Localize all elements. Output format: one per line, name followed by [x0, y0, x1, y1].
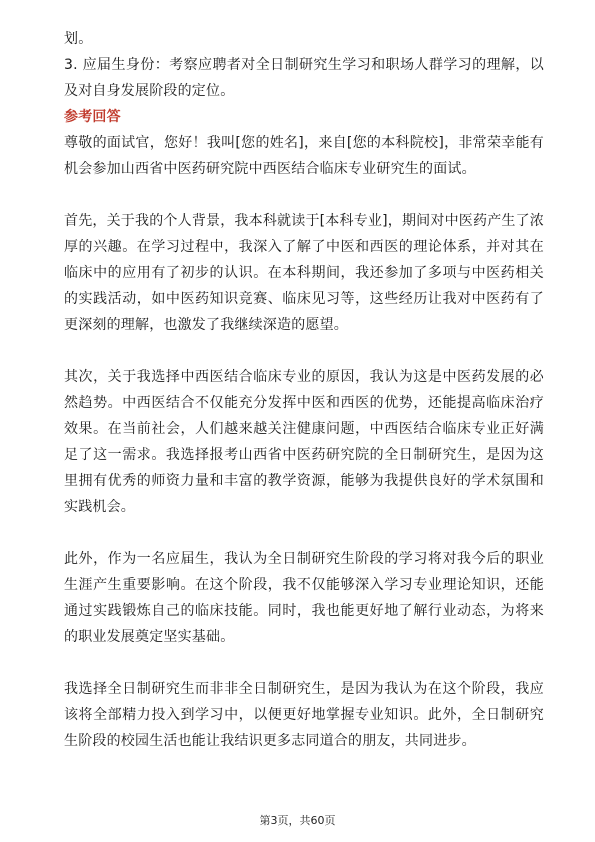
paragraph-spacer — [64, 520, 544, 546]
paragraph-spacer — [64, 650, 544, 676]
paragraph-spacer — [64, 182, 544, 208]
paragraph-spacer — [64, 338, 544, 364]
answer-paragraph-fulltime: 我选择全日制研究生而非非全日制研究生，是因为我认为在这个阶段，我应该将全部精力投入到学习中，以便更好地掌握专业知识。此外，全日制研究生阶段的校园生活也能让我结识更多志同道合的朋友，共同进步。 — [64, 681, 544, 749]
list-item-fresh-graduate: 3. 应届生身份：考察应聘者对全日制研究生学习和职场人群学习的理解，以及对自身发展阶段的定位。 — [64, 57, 544, 99]
page-number-footer: 第3页，共60页 — [259, 814, 336, 827]
document-body — [64, 26, 544, 754]
answer-paragraph-reason: 其次，关于我选择中西医结合临床专业的原因，我认为这是中医药发展的必然趋势。中西医结合不仅能充分发挥中医和西医的优势，还能提高临床治疗效果。在当前社会，人们越来越关注健康问题，中西医结合临床专业正好满足了这一需求。我选择报考山西省中医药研究院的全日制研究生，是因为这里拥有优秀的师资力量和丰富的教学资源，能够为我提供良好的学术氛围和实践机会。 — [64, 369, 544, 515]
continued-text: 划。 — [64, 31, 93, 47]
answer-paragraph-background: 首先，关于我的个人背景，我本科就读于[本科专业]，期间对中医药产生了浓厚的兴趣。在学习过程中，我深入了解了中医和西医的理论体系，并对其在临床中的应用有了初步的认识。在本科期间，我还参加了多项与中医药相关的实践活动，如中医药知识竞赛、临床见习等，这些经历让我对中医药有了更深刻的理解，也激发了我继续深造的愿望。 — [64, 213, 544, 333]
answer-paragraph-career: 此外，作为一名应届生，我认为全日制研究生阶段的学习将对我今后的职业生涯产生重要影响。在这个阶段，我不仅能够深入学习专业理论知识，还能通过实践锻炼自己的临床技能。同时，我也能更好地了解行业动态，为将来的职业发展奠定坚实基础。 — [64, 551, 544, 645]
answer-paragraph-greeting: 尊敬的面试官，您好！我叫[您的姓名]，来自[您的本科院校]，非常荣幸能有机会参加山西省中医药研究院中西医结合临床专业研究生的面试。 — [64, 135, 544, 177]
answer-heading: 参考回答 — [64, 109, 121, 125]
